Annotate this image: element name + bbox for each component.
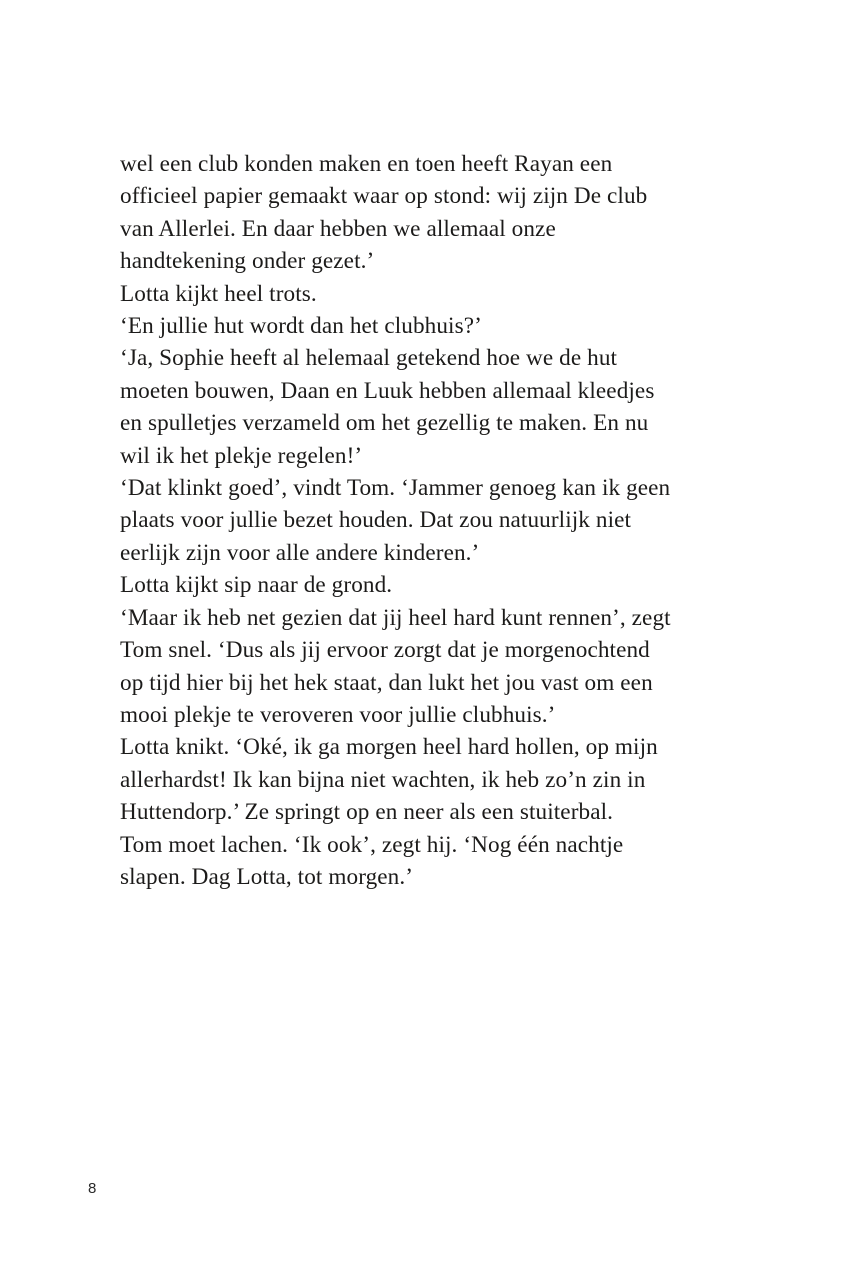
text-line: ‘Ja, Sophie heeft al helemaal getekend hoe we de hut xyxy=(120,345,618,372)
body-text-block xyxy=(120,148,738,893)
text-line: ‘Dat klinkt goed’, vindt Tom. ‘Jammer genoeg kan ik geen xyxy=(120,475,671,502)
text-line: en spulletjes verzameld om het gezellig te maken. En nu xyxy=(120,410,649,437)
text-line: handtekening onder gezet.’ xyxy=(120,248,375,275)
text-line: ‘En jullie hut wordt dan het clubhuis?’ xyxy=(120,313,482,340)
text-line: moeten bouwen, Daan en Luuk hebben allemaal kleedjes xyxy=(120,377,655,404)
text-line: ‘Maar ik heb net gezien dat jij heel hard kunt rennen’, zegt xyxy=(120,604,671,631)
text-line: officieel papier gemaakt waar op stond: wij zijn De club xyxy=(120,183,648,210)
text-line: Tom moet lachen. ‘Ik ook’, zegt hij. ‘Nog één nachtje xyxy=(120,831,624,858)
text-line: Lotta knikt. ‘Oké, ik ga morgen heel hard hollen, op mijn xyxy=(120,734,658,761)
text-line: wel een club konden maken en toen heeft Rayan een xyxy=(120,151,613,177)
text-line: plaats voor jullie bezet houden. Dat zou natuurlijk niet xyxy=(120,507,632,534)
text-line: allerhardst! Ik kan bijna niet wachten, ik heb zo’n zin in xyxy=(120,766,646,793)
text-line: slapen. Dag Lotta, tot morgen.’ xyxy=(120,863,414,890)
text-line: op tijd hier bij het hek staat, dan lukt het jou vast om een xyxy=(120,669,653,696)
text-line: Tom snel. ‘Dus als jij ervoor zorgt dat je morgenochtend xyxy=(120,637,650,664)
text-line: wil ik het plekje regelen!’ xyxy=(120,442,363,469)
text-line: mooi plekje te veroveren voor jullie clubhuis.’ xyxy=(120,701,556,728)
text-line: Huttendorp.’ Ze springt op en neer als een stuiterbal. xyxy=(120,799,614,826)
text-line: van Allerlei. En daar hebben we allemaal onze xyxy=(120,215,556,242)
text-line: eerlijk zijn voor alle andere kinderen.’ xyxy=(120,539,480,566)
text-line: Lotta kijkt sip naar de grond. xyxy=(120,572,393,599)
text-line: Lotta kijkt heel trots. xyxy=(120,280,317,307)
page-number: 8 xyxy=(88,1180,97,1197)
